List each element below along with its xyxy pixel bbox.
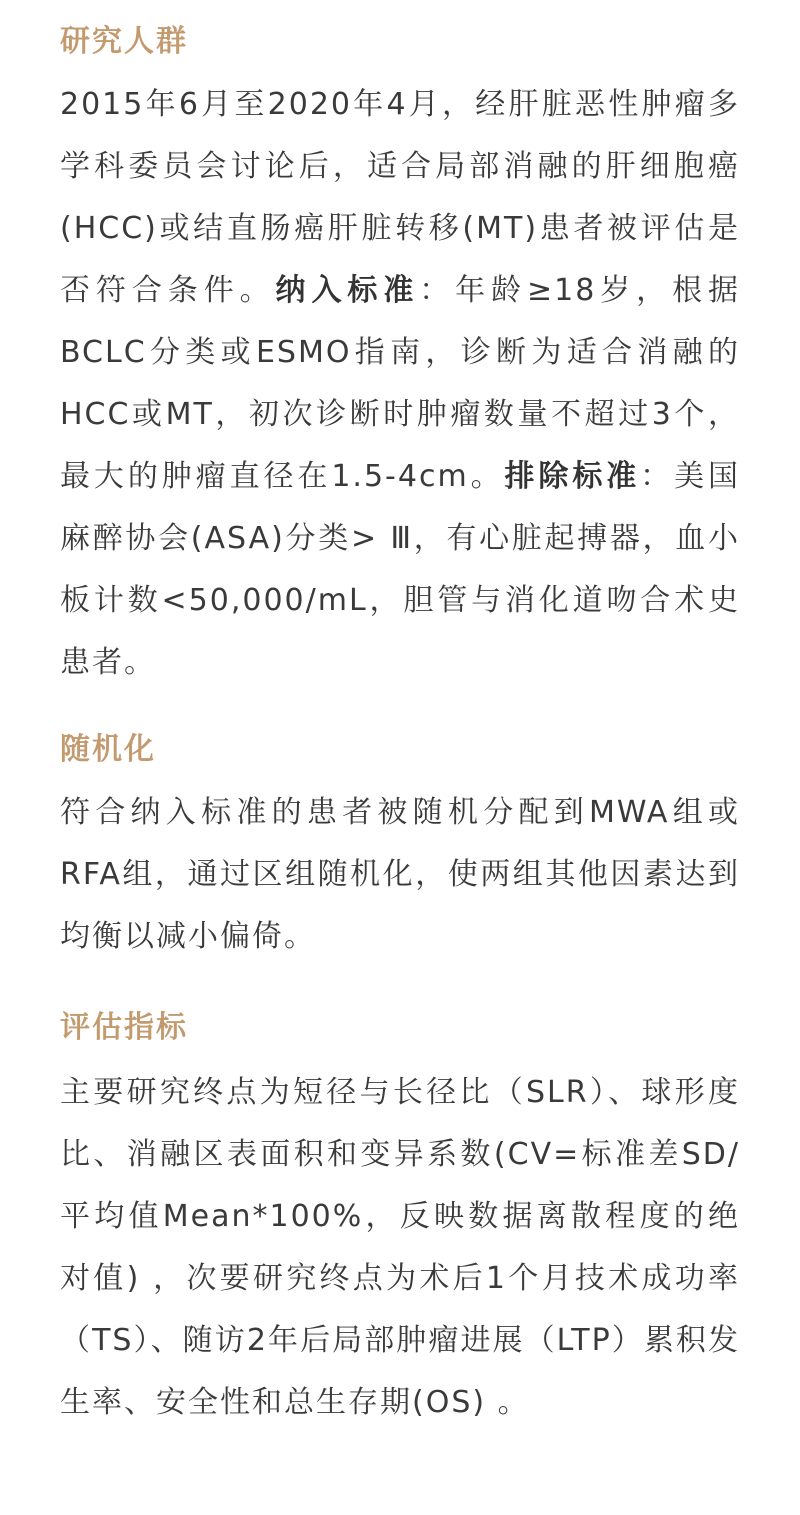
study-population-heading: 研究人群 (60, 24, 188, 59)
inclusion-criteria-label: 纳入标准 (275, 273, 420, 308)
randomization-section (60, 728, 740, 968)
study-population-intro: 2015年6月至2020年4月，经肝脏恶性肿瘤多学科委员会讨论后，适合局部消融的肝细胞癌(HCC)或结直肠癌肝脏转移(MT)患者被评估是否符合条件。 (60, 87, 740, 308)
randomization-heading: 随机化 (60, 732, 156, 767)
evaluation-metrics-heading: 评估指标 (60, 1010, 188, 1045)
study-population-body (60, 74, 740, 694)
exclusion-criteria-text: ：美国麻醉协会(ASA)分类> Ⅲ，有心脏起搏器，血小板计数<50,000/mL，胆管与消化道吻合术史患者。 (60, 459, 741, 680)
randomization-body: 符合纳入标准的患者被随机分配到MWA组或RFA组，通过区组随机化，使两组其他因素达到均衡以减小偏倚。 (60, 795, 740, 954)
evaluation-metrics-section (60, 1006, 740, 1434)
exclusion-criteria-label: 排除标准 (504, 459, 641, 494)
study-population-section (60, 20, 740, 694)
evaluation-metrics-body: 主要研究终点为短径与长径比（SLR）、球形度比、消融区表面积和变异系数(CV=标准差SD/平均值Mean*100%，反映数据离散程度的绝对值) ，次要研究终点为术后1个月技术成功率（TS）、随访2年后局部肿瘤进展（LTP）累积发生率、安全性和总生存期(OS) 。 (60, 1075, 740, 1420)
inclusion-criteria-text: ：年龄≥18岁，根据BCLC分类或ESMO指南，诊断为适合消融的HCC或MT，初次诊断时肿瘤数量不超过3个，最大的肿瘤直径在1.5-4cm。 (60, 273, 741, 494)
